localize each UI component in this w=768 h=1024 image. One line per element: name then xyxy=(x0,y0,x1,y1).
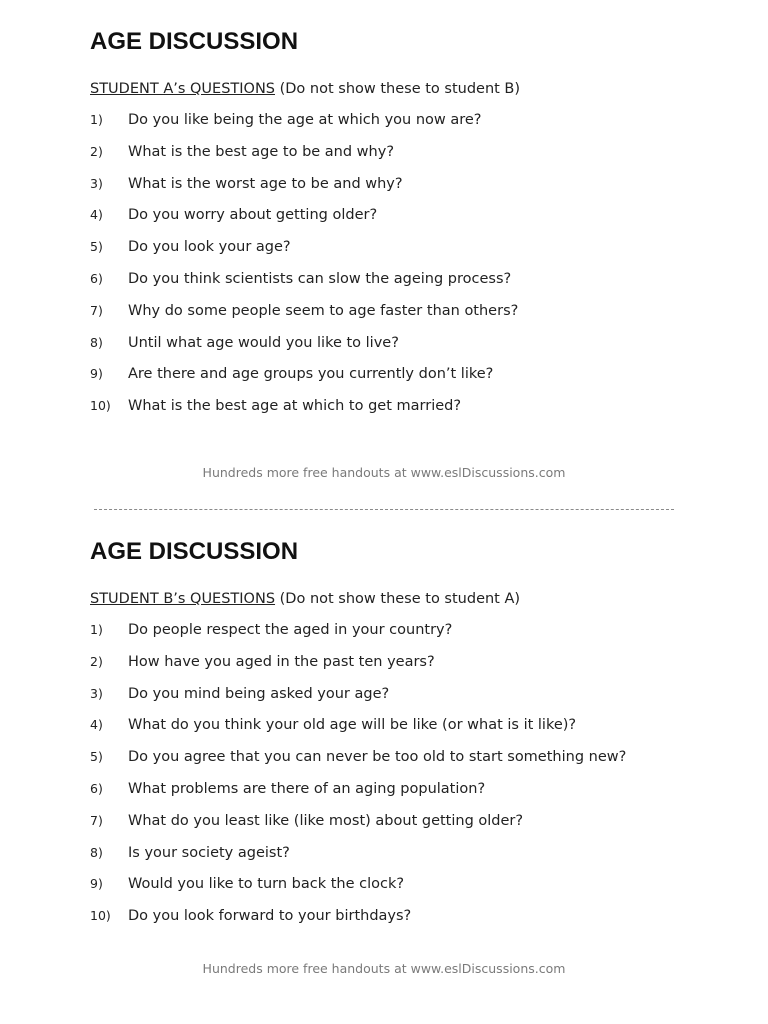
question-number: 9) xyxy=(90,366,103,382)
question-text: Do people respect the aged in your country? xyxy=(128,622,453,638)
question-number: 5) xyxy=(90,239,103,255)
question-text: Is your society ageist? xyxy=(128,844,290,861)
question-text: What do you think your old age will be like (or what is it like)? xyxy=(128,717,577,734)
question-number: 10) xyxy=(90,398,111,414)
page-title: AGE DISCUSSION xyxy=(90,28,299,55)
question-text: What is the worst age to be and why? xyxy=(128,175,403,192)
section-subtitle xyxy=(90,590,710,608)
question-text: Why do some people seem to age faster than others? xyxy=(128,302,519,319)
question-text: Would you like to turn back the clock? xyxy=(128,876,405,893)
question-number: 3) xyxy=(90,685,103,701)
question-text: Do you think scientists can slow the ageing process? xyxy=(128,270,512,287)
question-text: How have you aged in the past ten years? xyxy=(128,653,435,670)
question-item xyxy=(90,715,710,747)
question-item xyxy=(90,333,710,365)
question-item xyxy=(90,620,710,652)
question-text: Do you agree that you can never be too old to start something new? xyxy=(128,749,627,766)
question-text: Do you look forward to your birthdays? xyxy=(128,908,412,925)
question-item xyxy=(90,174,710,206)
question-list xyxy=(90,620,710,938)
question-number: 8) xyxy=(90,334,103,350)
question-text: What do you least like (like most) about getting older? xyxy=(128,812,524,829)
question-text: Do you worry about getting older? xyxy=(128,207,378,224)
question-number: 1) xyxy=(90,112,103,127)
question-item xyxy=(90,874,710,906)
question-number: 2) xyxy=(90,143,103,159)
question-item xyxy=(90,906,710,938)
question-number: 1) xyxy=(90,622,103,637)
student-label: STUDENT B’s QUESTIONS xyxy=(90,591,276,607)
question-item xyxy=(90,652,710,684)
question-item xyxy=(90,684,710,716)
page-title: AGE DISCUSSION xyxy=(90,538,299,565)
section-subtitle xyxy=(90,80,710,98)
question-item xyxy=(90,364,710,396)
question-text: Do you like being the age at which you now are? xyxy=(128,112,482,128)
question-number: 9) xyxy=(90,876,103,892)
question-text: Are there and age groups you currently don’t like? xyxy=(128,366,494,383)
question-number: 10) xyxy=(90,908,111,924)
question-number: 7) xyxy=(90,812,103,828)
question-item xyxy=(90,205,710,237)
student-b-section xyxy=(90,538,710,938)
question-item xyxy=(90,142,710,174)
question-number: 5) xyxy=(90,749,103,765)
question-number: 6) xyxy=(90,780,103,796)
question-list xyxy=(90,110,710,428)
question-number: 2) xyxy=(90,653,103,669)
question-item xyxy=(90,110,710,142)
student-label: STUDENT A’s QUESTIONS xyxy=(90,81,275,97)
question-item xyxy=(90,237,710,269)
question-text: Do you mind being asked your age? xyxy=(128,685,390,702)
question-item xyxy=(90,747,710,779)
question-number: 4) xyxy=(90,207,103,223)
question-text: Do you look your age? xyxy=(128,239,291,256)
question-item xyxy=(90,811,710,843)
question-text: What is the best age to be and why? xyxy=(128,143,395,160)
question-number: 6) xyxy=(90,270,103,286)
student-a-section xyxy=(90,28,710,428)
question-number: 3) xyxy=(90,175,103,191)
question-number: 4) xyxy=(90,717,103,733)
question-number: 8) xyxy=(90,844,103,860)
question-item xyxy=(90,301,710,333)
instruction-note: (Do not show these to student A) xyxy=(275,591,521,607)
question-text: What is the best age at which to get married? xyxy=(128,398,462,415)
question-text: Until what age would you like to live? xyxy=(128,334,399,351)
question-item xyxy=(90,269,710,301)
instruction-note: (Do not show these to student B) xyxy=(275,81,521,97)
question-item xyxy=(90,843,710,875)
footer-credit: Hundreds more free handouts at www.eslDiscussions.com xyxy=(202,465,566,480)
footer-credit: Hundreds more free handouts at www.eslDiscussions.com xyxy=(202,961,566,976)
question-number: 7) xyxy=(90,302,103,318)
question-text: What problems are there of an aging population? xyxy=(128,780,486,797)
cut-line-divider xyxy=(94,509,674,510)
question-item xyxy=(90,396,710,428)
question-item xyxy=(90,779,710,811)
